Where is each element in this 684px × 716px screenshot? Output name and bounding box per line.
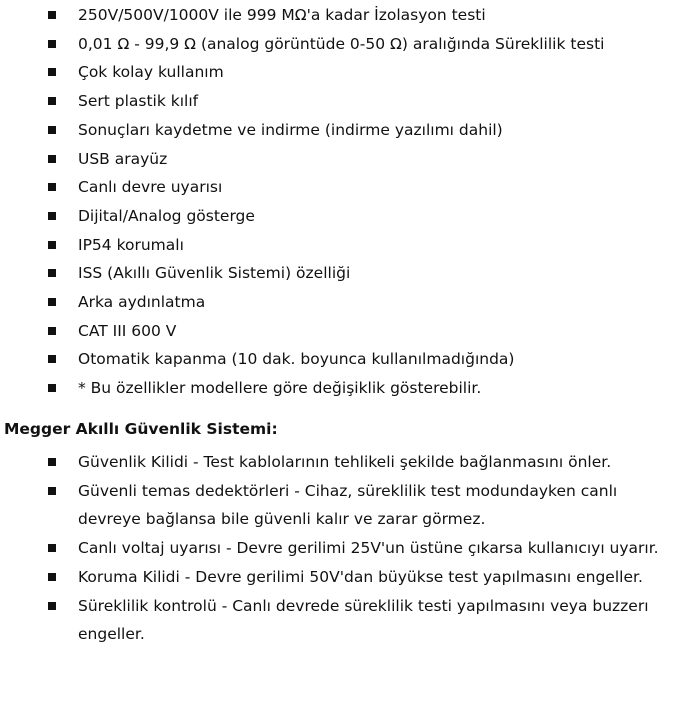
list-item-text: 0,01 Ω - 99,9 Ω (analog görüntüde 0-50 Ω) aralığında Süreklilik testi [78, 34, 605, 53]
list-item [0, 345, 684, 374]
list-item [0, 231, 684, 260]
list-item [0, 87, 684, 116]
list-item-text: Süreklilik kontrolü - Canlı devrede süreklilik testi yapılmasını veya buzzerı engeller. [78, 596, 649, 644]
list-item-text: Koruma Kilidi - Devre gerilimi 50V'dan büyükse test yapılmasını engeller. [78, 567, 643, 586]
list-item-text: Otomatik kapanma (10 dak. boyunca kullanılmadığında) [78, 350, 515, 369]
list-item [0, 448, 684, 477]
list-item-text: 250V/500V/1000V ile 999 MΩ'a kadar İzolasyon testi [78, 6, 486, 24]
list-item [0, 317, 684, 346]
list-item [0, 534, 684, 563]
list-item-text: Canlı devre uyarısı [78, 178, 223, 197]
list-item-text: USB arayüz [78, 149, 168, 168]
bullet-icon [48, 97, 56, 105]
bullet-icon [48, 487, 56, 495]
safety-list [0, 448, 684, 649]
bullet-icon [48, 355, 56, 363]
bullet-icon [48, 327, 56, 335]
bullet-icon [48, 458, 56, 466]
list-item [0, 145, 684, 174]
bullet-icon [48, 126, 56, 134]
list-item [0, 30, 684, 59]
list-item-text: IP54 korumalı [78, 235, 184, 254]
list-item-text: Arka aydınlatma [78, 293, 206, 312]
bullet-icon [48, 544, 56, 552]
bullet-icon [48, 384, 56, 392]
bullet-icon [48, 241, 56, 249]
list-item-text: CAT III 600 V [78, 321, 177, 340]
bullet-icon [48, 602, 56, 610]
bullet-icon [48, 269, 56, 277]
list-item [0, 477, 684, 534]
list-item-text: Çok kolay kullanım [78, 63, 224, 82]
bullet-icon [48, 298, 56, 306]
list-item-text: Canlı voltaj uyarısı - Devre gerilimi 25V'un üstüne çıkarsa kullanıcıyı uyarır. [78, 539, 659, 558]
list-item [0, 173, 684, 202]
bullet-icon [48, 155, 56, 163]
bullet-icon [48, 68, 56, 76]
list-item [0, 592, 684, 649]
features-list [0, 1, 684, 403]
bullet-icon [48, 183, 56, 191]
list-item [0, 288, 684, 317]
list-item [0, 202, 684, 231]
list-item [0, 259, 684, 288]
section-heading: Megger Akıllı Güvenlik Sistemi: [4, 420, 278, 438]
list-item-text: Sonuçları kaydetme ve indirme (indirme yazılımı dahil) [78, 120, 503, 139]
list-item-text: Sert plastik kılıf [78, 92, 199, 111]
list-item-text: Dijital/Analog gösterge [78, 206, 255, 225]
list-item [0, 58, 684, 87]
bullet-icon [48, 11, 56, 19]
list-item-text: Güvenli temas dedektörleri - Cihaz, süreklilik test modundayken canlı devreye bağlansa bile güvenli kalır ve zarar görmez. [78, 481, 618, 529]
list-item [0, 563, 684, 592]
list-item [0, 374, 684, 403]
bullet-icon [48, 40, 56, 48]
list-item-text: ISS (Akıllı Güvenlik Sistemi) özelliği [78, 264, 351, 283]
list-item-text: * Bu özellikler modellere göre değişiklik gösterebilir. [78, 379, 482, 398]
list-item-text: Güvenlik Kilidi - Test kablolarının tehlikeli şekilde bağlanmasını önler. [78, 453, 612, 471]
list-item [0, 116, 684, 145]
list-item [0, 1, 684, 30]
bullet-icon [48, 573, 56, 581]
bullet-icon [48, 212, 56, 220]
